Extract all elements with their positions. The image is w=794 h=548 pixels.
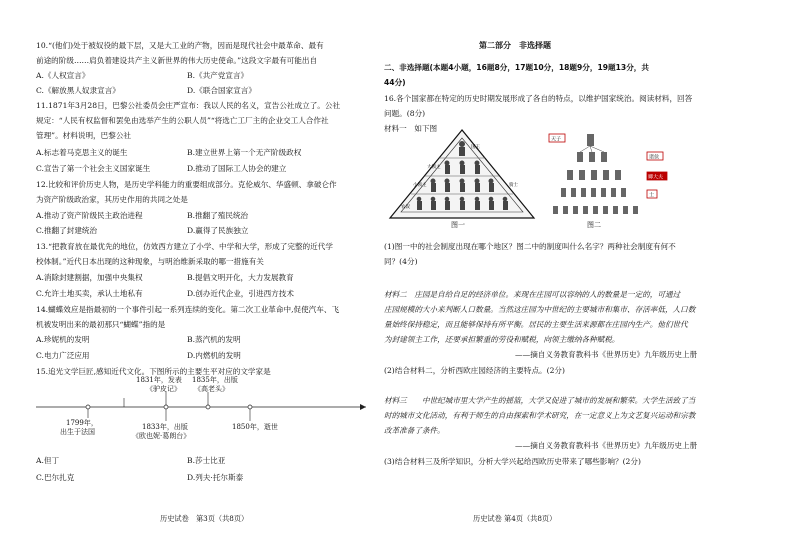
- timeline-event-1799: 1799年，: [66, 419, 98, 427]
- right-page: [384, 0, 794, 548]
- q13-stem-line1: 13.“把教育放在最优先的地位，仿效西方建立了小学、中学和大学，形成了完整的近代学: [36, 242, 333, 251]
- q12-option-b: B.推翻了殖民统治: [187, 211, 249, 220]
- pyramid-label-lesser-lord: 小领主: [413, 183, 427, 188]
- q10-option-c: C.《解放黑人奴隶宣言》: [36, 86, 120, 95]
- q15-timeline: [36, 378, 366, 448]
- q12-option-a: A.推动了资产阶级民主政治进程: [36, 211, 143, 220]
- part-title: 第二部分 非选择题: [479, 41, 551, 50]
- q14-option-c: C.电力广泛应用: [36, 351, 90, 360]
- q10-option-d: D.《联合国家宣言》: [187, 86, 256, 95]
- material-3-line1: 材料三 中世纪城市里大学产生的摇篮，大学又促进了城市的发展和繁荣。大学生活致了当: [384, 396, 696, 405]
- q16-subq2: (2)结合材料二，分析西欧庄园经济的主要特点。(2分): [384, 366, 565, 375]
- figure-1-pyramid: [387, 128, 537, 230]
- q12-option-c: C.推翻了封建统治: [36, 226, 98, 235]
- q14-stem-line2: 机被发明出来的最初那只“蝴蝶”指的是: [36, 320, 166, 329]
- pyramid-label-great-lord: 大领主: [427, 165, 441, 170]
- q12-option-d: D.赢得了民族独立: [187, 226, 249, 235]
- pyramid-illustration: [387, 128, 537, 230]
- section-heading-line2: 44分): [384, 78, 406, 87]
- timeline-event-1799-place: 出生于法国: [60, 428, 95, 436]
- q15-stem: 15.追光文学巨匠,感知近代文化。下图所示的主要生平对应的文学家是: [36, 367, 271, 376]
- q14-option-d: D.内燃机的发明: [187, 351, 241, 360]
- q16-subq3: (3)结合材料三及所学知识，分析大学兴起给西欧历史带来了哪些影响？(2分): [384, 457, 641, 466]
- q14-option-b: B.蒸汽机的发明: [187, 335, 241, 344]
- figure-2-hierarchy: [547, 130, 707, 230]
- q16-stem-line1: 16.各个国家都在特定的历史时期发展形成了各自的特点，以维护国家统治。阅读材料，回答: [384, 94, 693, 103]
- left-page-footer: 历史试卷 第3页（共8页）: [160, 514, 249, 523]
- q11-stem-line1: 11.1871年3月28日，巴黎公社委员会庄严宣布：我以人民的名义，宣告公社成立了。公社: [36, 101, 341, 110]
- timeline-event-1835: 1835年，出版: [192, 376, 238, 384]
- q11-stem-line2: 规定：“人民有权监督和罢免由选举产生的公职人员”“将选亡工厂主的企业交工人合作社: [36, 116, 329, 125]
- q13-option-c: C.允许土地买卖，承认土地私有: [36, 289, 143, 298]
- hierarchy-label-zhuhou: 诸侯: [649, 154, 660, 161]
- timeline-event-1831-work: 《驴皮记》: [146, 385, 181, 393]
- pyramid-label-knight: 骑士: [509, 183, 518, 188]
- q13-option-b: B.提倡文明开化，大力发展教育: [187, 273, 294, 282]
- material-2-source: ——摘自义务教育教科书《世界历史》九年级历史上册: [515, 350, 698, 359]
- right-page-footer: 历史试卷 第4页（共8页）: [473, 514, 557, 523]
- q14-stem-line1: 14.蝴蝶效应是指最初的一个事件引起一系列连续的变化。第二次工业革命中,促使汽车、飞: [36, 305, 340, 314]
- section-heading: 二、非选择题(本题4小题，16题8分，17题10分，18题9分，19题13分，共: [384, 63, 649, 72]
- hierarchy-label-shi: 士: [649, 192, 655, 199]
- timeline-event-1835-work: 《高老头》: [194, 385, 229, 393]
- pyramid-label-serf: 农奴: [401, 205, 410, 210]
- timeline-event-1831: 1831年，发表: [136, 376, 182, 384]
- q13-option-a: A.消除封建割据，加强中央集权: [36, 273, 143, 282]
- pyramid-label-king: 国王: [471, 145, 480, 150]
- q16-subq1-line2: 同？(4分): [384, 257, 418, 266]
- hierarchy-illustration: [547, 130, 707, 230]
- q15-option-a: A.但丁: [36, 456, 60, 465]
- figure-2-caption: 图二: [587, 221, 601, 229]
- q13-stem-line2: 校体制。”近代日本出现的这种现象，与明治维新采取的哪一措施有关: [36, 257, 264, 266]
- q15-option-c: C.巴尔扎克: [36, 473, 75, 482]
- material-3-line3: 改革准备了条件。: [384, 426, 445, 435]
- q11-option-a: A.标志着马克思主义的诞生: [36, 148, 128, 157]
- q16-subq1-line1: (1)图一中的社会制度出现在哪个地区？图二中的制度叫什么名字？两种社会制度有何不: [384, 242, 676, 251]
- material-1-label: 材料一 如下图: [384, 124, 438, 133]
- q11-option-b: B.建立世界上第一个无产阶级政权: [187, 148, 302, 157]
- q10-option-b: B.《共产党宣言》: [187, 71, 249, 80]
- material-2-line2: 庄园规模的大小来判断人口数量。当然这庄园为中世纪的主要城市和集市、存活率低，人口数: [384, 305, 696, 314]
- q12-stem-line2: 为资产阶级政治家，其历史作用的共同之处是: [36, 195, 188, 204]
- q15-option-d: D.列夫·托尔斯泰: [187, 473, 244, 482]
- q11-option-d: D.推动了国际工人协会的建立: [187, 164, 287, 173]
- timeline-event-1833: 1833年，出版: [142, 423, 188, 431]
- q11-option-c: C.宣告了第一个社会主义国家诞生: [36, 164, 151, 173]
- material-2-line1: 材料二 庄园是自给自足的经济单位。来现在庄园可以容纳的人的数量是一定的，可通过: [384, 290, 681, 299]
- material-3-source: ——摘自义务教育教科书《世界历史》九年级历史上册: [515, 441, 698, 450]
- q10-stem-line2: 前途的阶级……肩负着建设共产主义新世界的伟大历史使命。”这段文字最有可能出自: [36, 56, 318, 65]
- q12-stem-line1: 12.比较和评价历史人物，是历史学科能力的重要组成部分。克伦威尔、华盛顿、拿破仑作: [36, 180, 337, 189]
- hierarchy-label-qingdafu: 卿大夫: [648, 174, 664, 181]
- q14-option-a: A.珍妮机的发明: [36, 335, 90, 344]
- timeline-event-1850: 1850年，逝世: [232, 423, 278, 431]
- timeline-event-1833-work: 《欧也妮·葛朗台》: [132, 432, 191, 440]
- q15-option-b: B.莎士比亚: [187, 456, 226, 465]
- q16-stem-line2: 问题。(8分): [384, 109, 426, 118]
- q10-stem-line1: 10.“(他们)处于被奴役的最下层，又是大工业的产物，因而是现代社会中最革命、最有: [36, 41, 324, 50]
- hierarchy-label-tianzi: 天子: [551, 136, 562, 143]
- material-3-line2: 时的城市文化活动，有利于师生的自由探索和学术研究，在一定意义上为文艺复兴运动和宗教: [384, 411, 696, 420]
- q13-option-d: D.创办近代企业，引进西方技术: [187, 289, 294, 298]
- figure-1-caption: 图一: [451, 221, 465, 229]
- q11-stem-line3: 管理”。材料说明，巴黎公社: [36, 131, 132, 140]
- material-2-line3: 量始终保持稳定，而且能够保持有所平衡。居民的主要生活来源都在庄园内生产。他们世代: [384, 320, 688, 329]
- q10-option-a: A.《人权宣言》: [36, 71, 90, 80]
- material-2-line4: 为封建领主工作，还要承担繁重的劳役和赋税，向领主缴纳各种赋税。: [384, 335, 620, 344]
